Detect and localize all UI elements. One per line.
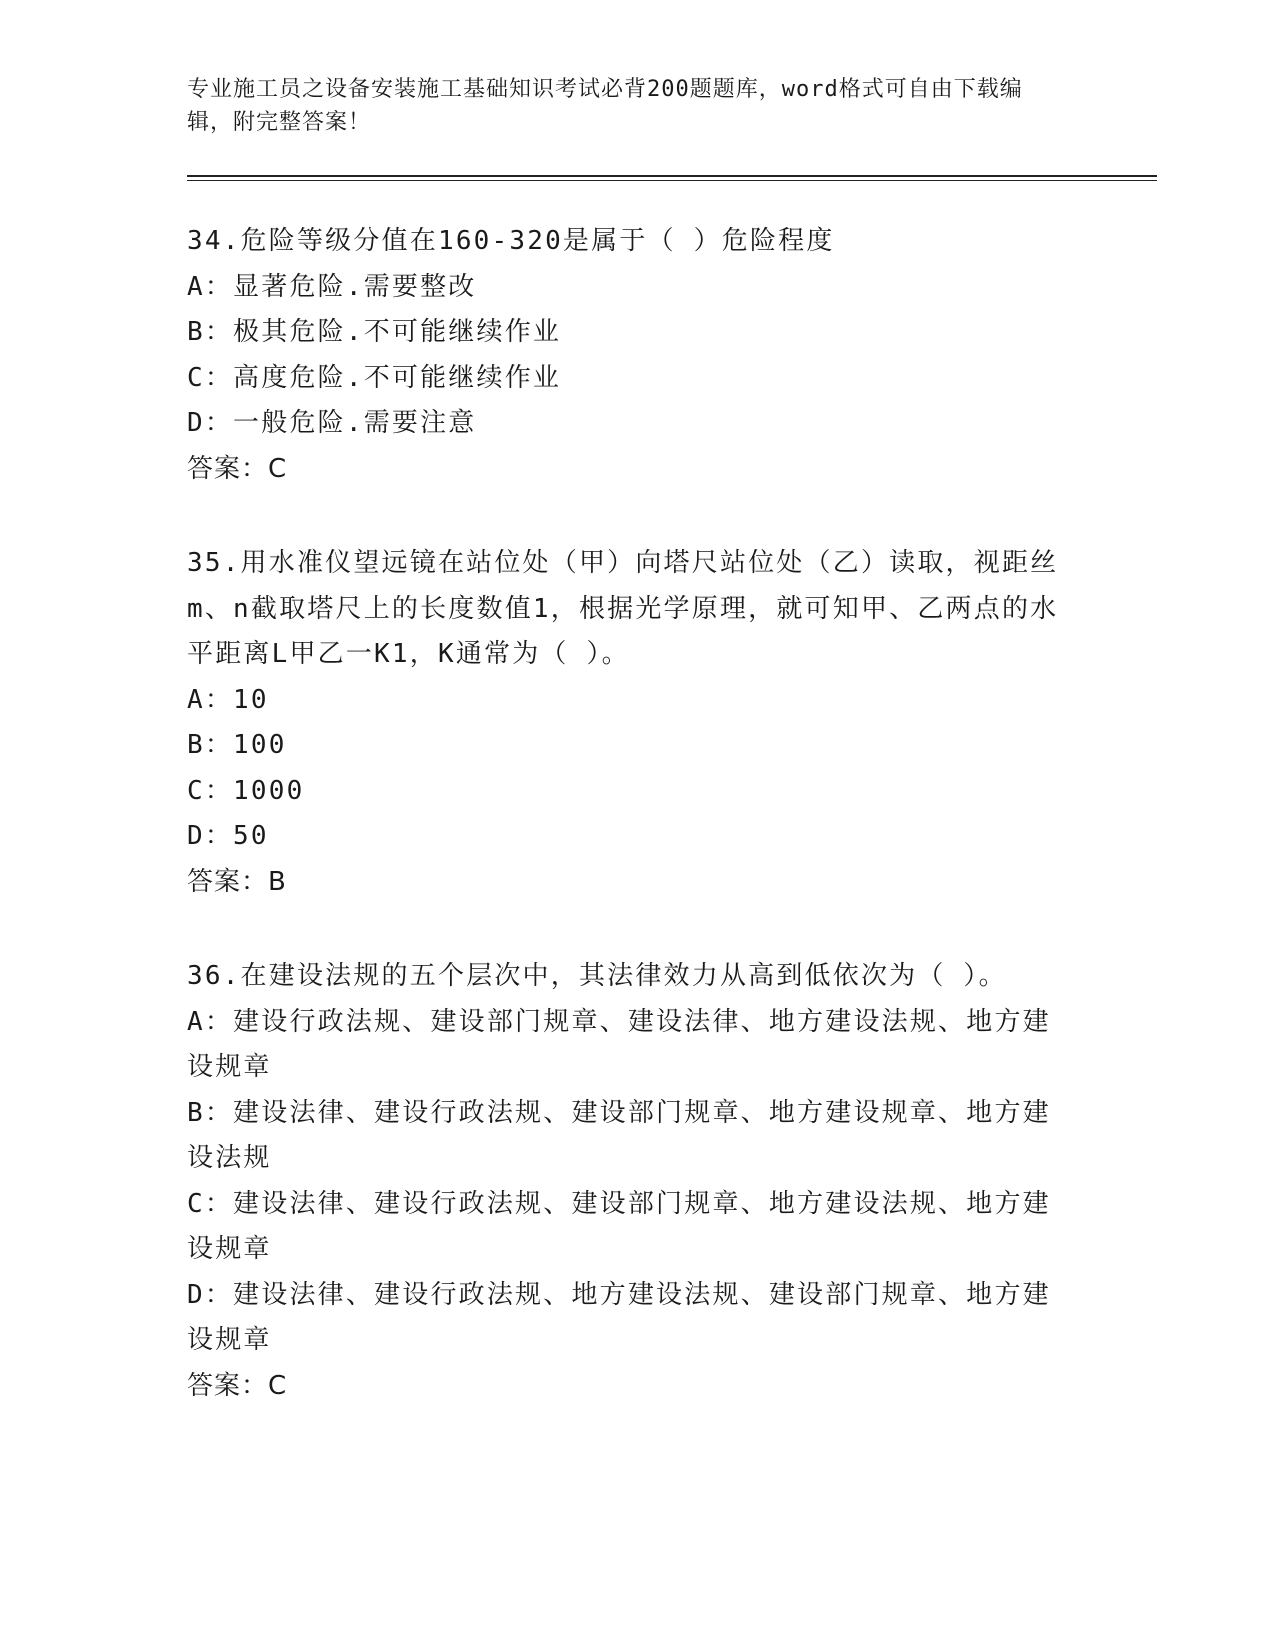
header-divider — [187, 175, 1157, 181]
question-list — [187, 219, 1157, 1409]
answer-text: 答案：B — [187, 866, 287, 897]
question-stem: 35.用水准仪望远镜在站位处（甲）向塔尺站位处（乙）读取，视距丝m、n截取塔尺上的长度数值1，根据光学原理，就可知甲、乙两点的水平距离L甲乙一K1，K通常为（ ）。 — [187, 548, 1059, 669]
option-a: A：显著危险.需要整改 — [187, 271, 477, 302]
question-stem: 34.危险等级分值在160-320是属于（ ）危险程度 — [187, 226, 835, 256]
option-d: D：建设法律、建设行政法规、地方建设法规、建设部门规章、地方建设规章 — [187, 1279, 1051, 1355]
option-a: A：10 — [187, 684, 269, 715]
answer-text: 答案：C — [187, 453, 288, 484]
option-b: B：极其危险.不可能继续作业 — [187, 317, 562, 347]
option-c: C：1000 — [187, 775, 305, 806]
question-36 — [187, 954, 1157, 1409]
option-d: D：一般危险.需要注意 — [187, 408, 477, 438]
question-35 — [187, 541, 1157, 905]
option-c: C：建设法律、建设行政法规、建设部门规章、地方建设法规、地方建设规章 — [187, 1188, 1051, 1264]
document-page — [187, 0, 1157, 1458]
question-34 — [187, 219, 1157, 492]
option-a: A：建设行政法规、建设部门规章、建设法律、地方建设法规、地方建设规章 — [187, 1006, 1051, 1082]
document-header-title: 专业施工员之设备安装施工基础知识考试必背200题题库，word格式可自由下载编辑，附完整答案！ — [187, 77, 1023, 135]
answer-text: 答案：C — [187, 1370, 288, 1401]
option-b: B：100 — [187, 730, 287, 760]
option-c: C：高度危险.不可能继续作业 — [187, 362, 562, 393]
question-stem: 36.在建设法规的五个层次中，其法律效力从高到低依次为（ ）。 — [187, 961, 1007, 991]
option-b: B：建设法律、建设行政法规、建设部门规章、地方建设规章、地方建设法规 — [187, 1097, 1051, 1173]
option-d: D：50 — [187, 821, 269, 851]
